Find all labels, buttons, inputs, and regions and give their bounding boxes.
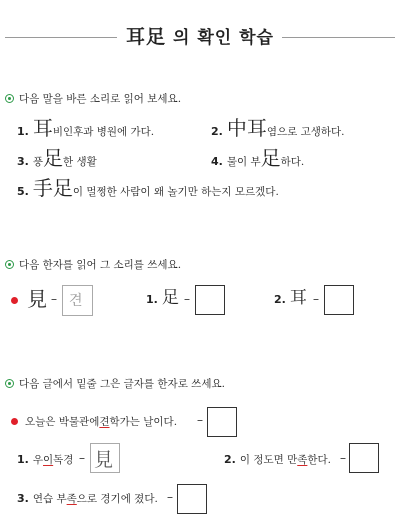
section3-item-1-dash: – bbox=[79, 451, 85, 465]
section1-item-3: 3. 풍 足 한 생활 bbox=[17, 146, 97, 170]
section1-item-4: 4. 물이 부 足 하다. bbox=[211, 146, 305, 170]
example-dot-icon bbox=[11, 297, 18, 304]
title-text: 의 확인 학습 bbox=[172, 28, 274, 48]
section3-example-dash: – bbox=[197, 413, 203, 427]
section3-item-2: 2. 이 정도면 만 족 한다. bbox=[224, 453, 332, 466]
section1-item-5: 5. 手足 이 멀쩡한 사람이 왜 놀기만 하는지 모르겠다. bbox=[17, 176, 279, 200]
section2-item-2: 2. 耳 bbox=[274, 288, 307, 308]
title-hanja: 耳足 bbox=[126, 26, 167, 48]
section2-example: 見 bbox=[27, 287, 47, 311]
section2-item-1: 1. 足 bbox=[146, 288, 179, 308]
section1-instruction: 다음 말을 바른 소리로 읽어 보세요. bbox=[5, 91, 181, 106]
section3-item-3: 3. 연습 부 족 으로 경기에 졌다. bbox=[17, 492, 158, 505]
section2-item-1-answer-box[interactable] bbox=[195, 285, 225, 315]
example-dot-icon bbox=[11, 418, 18, 425]
section2-item-1-dash: – bbox=[184, 292, 190, 306]
section2-example-dash: – bbox=[51, 292, 57, 306]
target-bullet-icon bbox=[5, 260, 14, 269]
page-title bbox=[0, 22, 400, 49]
section2-item-2-answer-box[interactable] bbox=[324, 285, 354, 315]
section3-item-1-answer: 見 bbox=[94, 449, 114, 471]
section3-instruction: 다음 글에서 밑줄 그은 글자를 한자로 쓰세요. bbox=[5, 376, 225, 391]
section2-instruction: 다음 한자를 읽어 그 소리를 쓰세요. bbox=[5, 257, 181, 272]
section2-item-2-dash: – bbox=[313, 292, 319, 306]
section3-item-2-answer-box[interactable] bbox=[349, 443, 379, 473]
section3-example: 오늘은 박물관에 견 학가는 날이다. bbox=[25, 416, 178, 428]
target-bullet-icon bbox=[5, 379, 14, 388]
section3-item-1: 1. 우 이 독경 bbox=[17, 453, 74, 466]
section3-item-3-dash: – bbox=[167, 490, 173, 504]
section3-example-answer-box[interactable] bbox=[207, 407, 237, 437]
section3-item-3-answer-box[interactable] bbox=[177, 484, 207, 514]
section1-item-2: 2. 中耳 염으로 고생하다. bbox=[211, 116, 345, 140]
section3-item-2-dash: – bbox=[340, 451, 346, 465]
section1-item-1: 1. 耳 비인후과 병원에 가다. bbox=[17, 116, 155, 140]
target-bullet-icon bbox=[5, 94, 14, 103]
section2-example-answer: 견 bbox=[69, 293, 83, 309]
